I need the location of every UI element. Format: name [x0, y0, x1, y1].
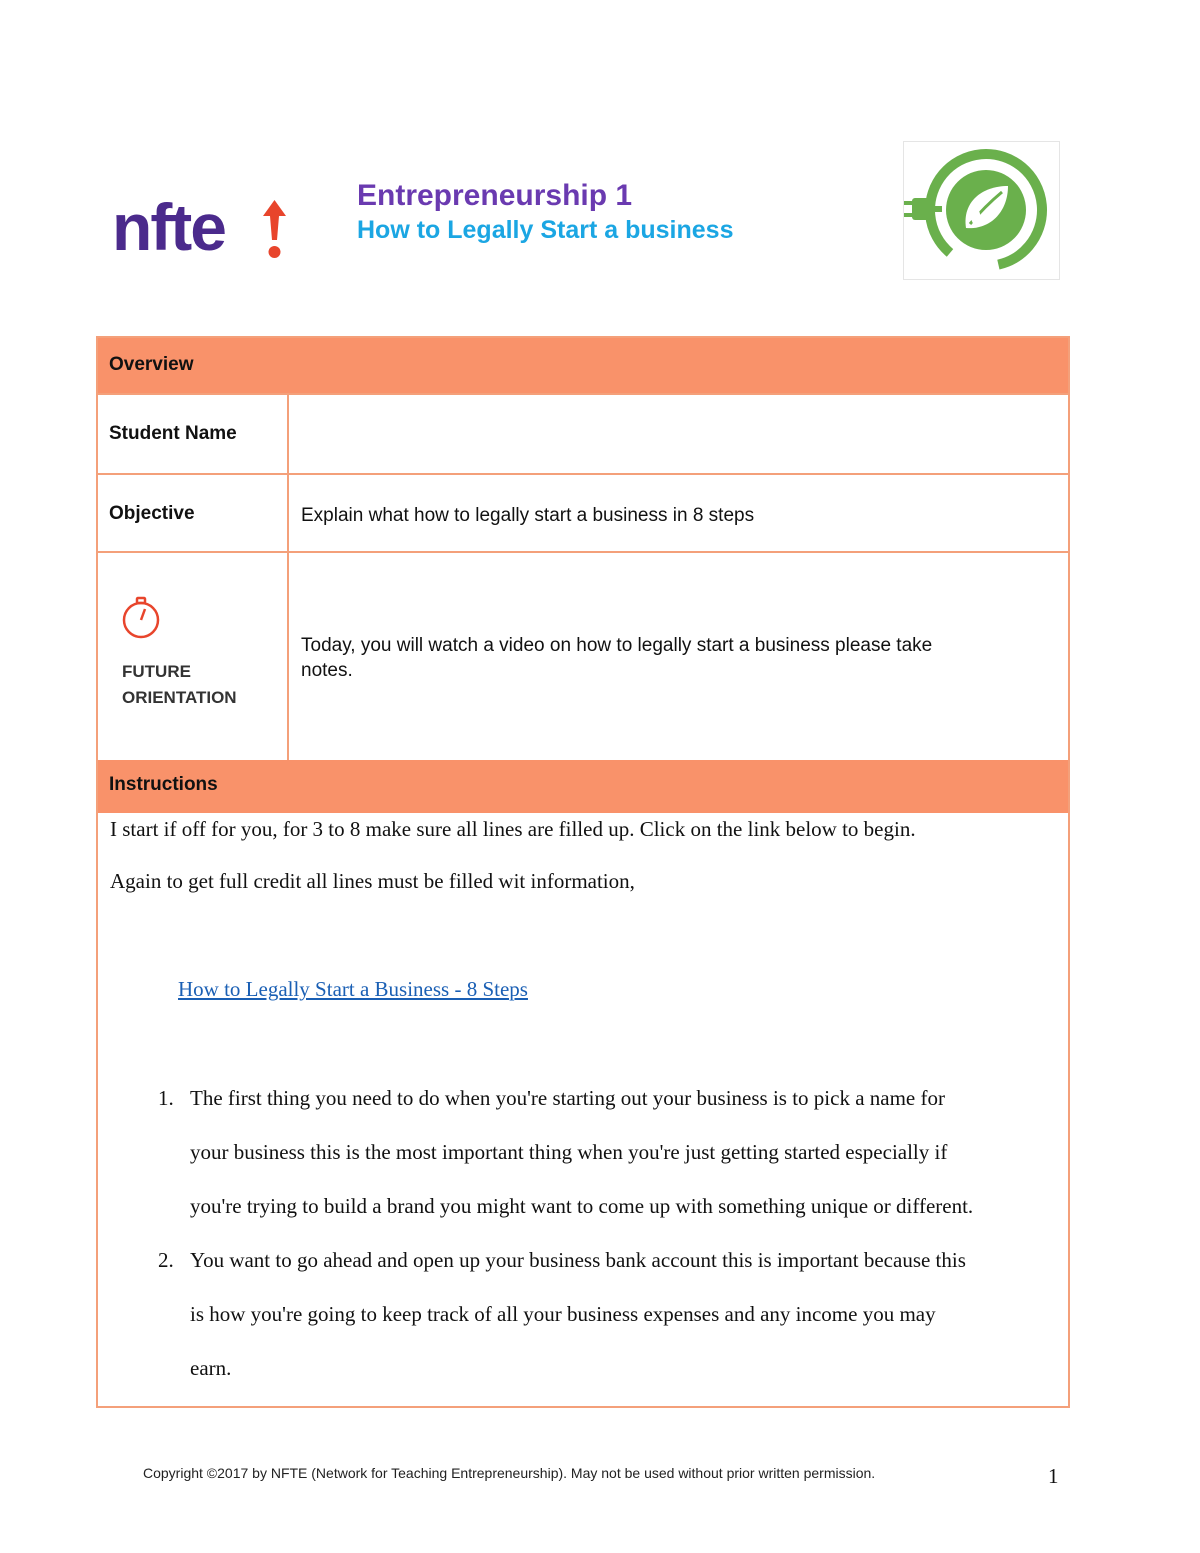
instructions-label: Instructions: [109, 774, 218, 795]
list-item-line: your business this is the most important thing when you're just getting started especially if: [190, 1140, 948, 1164]
future-orientation-text-1: Today, you will watch a video on how to legally start a business please take: [301, 635, 933, 656]
list-item-line: The first thing you need to do when you're starting out your business is to pick a name for: [190, 1086, 945, 1110]
overview-header-row: [98, 338, 1068, 393]
list-item-number: 1.: [158, 1086, 174, 1110]
instructions-line-1: I start if off for you, for 3 to 8 make sure all lines are filled up. Click on the link below to begin.: [110, 817, 916, 841]
instructions-line-2: Again to get full credit all lines must be filled wit information,: [110, 869, 635, 893]
future-orientation-row: [98, 551, 1068, 760]
instructions-body: [110, 813, 1058, 1403]
overview-label: Overview: [109, 354, 194, 375]
document-title: Entrepreneurship 1: [357, 179, 633, 212]
list-item-line: you're trying to build a brand you might want to come up with something unique or different.: [190, 1194, 974, 1218]
objective-value: Explain what how to legally start a business in 8 steps: [301, 505, 755, 526]
eco-leaf-plug-logo: [903, 141, 1060, 280]
objective-row: [98, 473, 1068, 551]
video-link[interactable]: How to Legally Start a Business - 8 Steps: [178, 977, 528, 1001]
instructions-header-row: [98, 760, 1068, 813]
list-item-line: is how you're going to keep track of all your business expenses and any income you may: [190, 1302, 936, 1326]
exclamation-arrow-icon: [262, 192, 287, 262]
list-item-line: earn.: [190, 1356, 232, 1380]
nfte-logo-text: nfte: [112, 190, 225, 264]
student-name-row: [98, 393, 1068, 473]
list-item-number: 2.: [158, 1248, 174, 1272]
future-orientation-label-1: FUTURE: [122, 662, 191, 681]
compass-icon: [120, 595, 162, 641]
future-orientation-cell: [98, 553, 289, 760]
overview-table: [96, 336, 1070, 1408]
list-item-line: You want to go ahead and open up your business bank account this is important because this: [190, 1248, 966, 1272]
document-title-block: [357, 178, 733, 246]
copyright-footer: Copyright ©2017 by NFTE (Network for Teaching Entrepreneurship). May not be used without prior written permission.: [143, 1465, 876, 1481]
objective-label-cell: [98, 475, 289, 551]
future-orientation-label-2: ORIENTATION: [122, 688, 237, 707]
nfte-logo: [112, 192, 287, 262]
leaf-plug-icon: [904, 142, 1059, 279]
student-name-label: Student Name: [109, 423, 237, 444]
objective-label: Objective: [109, 503, 195, 524]
page-number: 1: [1048, 1464, 1059, 1488]
document-subtitle: How to Legally Start a business: [357, 216, 734, 244]
future-orientation-text-2: notes.: [301, 660, 353, 681]
student-name-label-cell: [98, 395, 289, 473]
